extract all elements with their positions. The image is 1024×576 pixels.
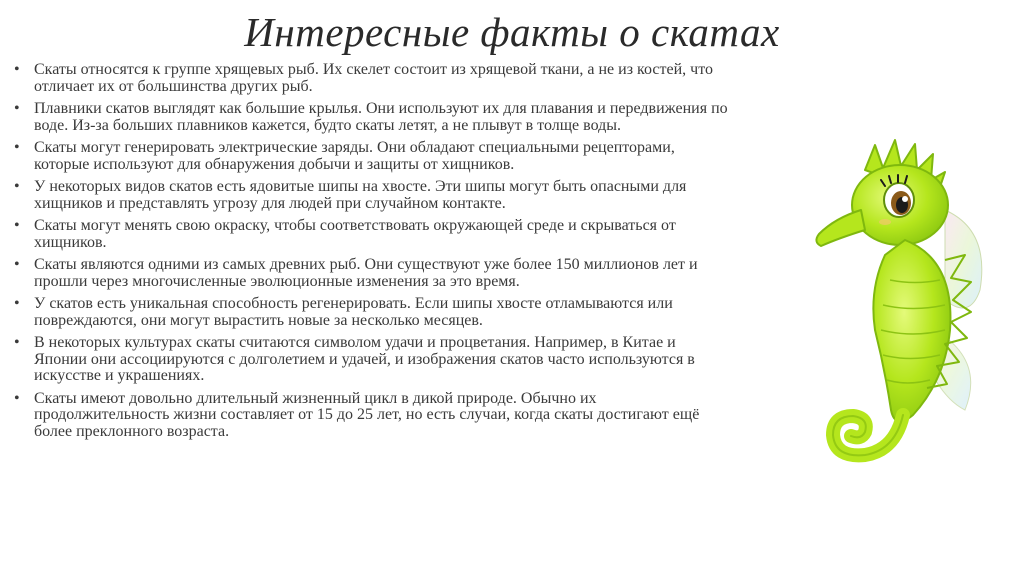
fact-text: Скаты могут генерировать электрические заряды. Они обладают специальными рецепторами, которые используют для обнаружения добычи и защиты от хищников.: [34, 139, 675, 173]
snout: [816, 210, 865, 246]
fact-item-5: [12, 218, 732, 251]
bullet: •: [14, 61, 20, 78]
fact-text: Скаты имеют довольно длительный жизненный цикл в дикой природе. Обычно их продолжительность жизни составляет от 15 до 25 лет, но есть случаи, когда скаты достигают ещё более преклонного возраста.: [34, 389, 700, 440]
fact-text: У некоторых видов скатов есть ядовитые шипы на хвосте. Эти шипы могут быть опасными для хищников и представлять угрозу для людей при случайном контакте.: [34, 178, 687, 212]
fact-item-1: [12, 62, 732, 95]
fact-item-2: [12, 101, 732, 134]
fact-item-7: [12, 296, 732, 329]
bullet: •: [14, 295, 20, 312]
bullet: •: [14, 139, 20, 156]
fact-text: Скаты являются одними из самых древних рыб. Они существуют уже более 150 миллионов лет и прошли через многочисленные эволюционные изменения за это время.: [34, 256, 698, 290]
fact-text: Скаты могут менять свою окраску, чтобы соответствовать окружающей среде и скрываться от хищников.: [34, 217, 676, 251]
bullet: •: [14, 256, 20, 273]
fact-item-9: [12, 391, 732, 441]
bullet: •: [14, 217, 20, 234]
bullet: •: [14, 389, 20, 407]
facts-list: [12, 62, 732, 446]
fact-text: Скаты относятся к группе хрящевых рыб. Их скелет состоит из хрящевой ткани, а не из костей, что отличает их от большинства других рыб.: [34, 61, 713, 95]
fact-text: У скатов есть уникальная способность регенерировать. Если шипы хвосте отламываются или повреждаются, они могут вырастить новые за несколько месяцев.: [34, 295, 673, 329]
fact-item-3: [12, 140, 732, 173]
fact-item-6: [12, 257, 732, 290]
slide-title: Интересные факты о скатах: [244, 9, 780, 55]
seahorse-illustration: [795, 130, 995, 480]
fact-text: В некоторых культурах скаты считаются символом удачи и процветания. Например, в Китае и Японии они ассоциируются с долголетием и удачей, и изображения скатов часто используются в искусстве и украшениях.: [34, 334, 695, 384]
bullet: •: [14, 100, 20, 117]
tail: [833, 415, 903, 455]
bullet: •: [14, 334, 20, 351]
fact-item-8: [12, 335, 732, 385]
fact-item-4: [12, 179, 732, 212]
bullet: •: [14, 178, 20, 195]
fact-text: Плавники скатов выглядят как большие крылья. Они используют их для плавания и передвижения по воде. Из-за больших плавников кажется, будто скаты летят, а не плывут в толще воды.: [34, 100, 728, 134]
